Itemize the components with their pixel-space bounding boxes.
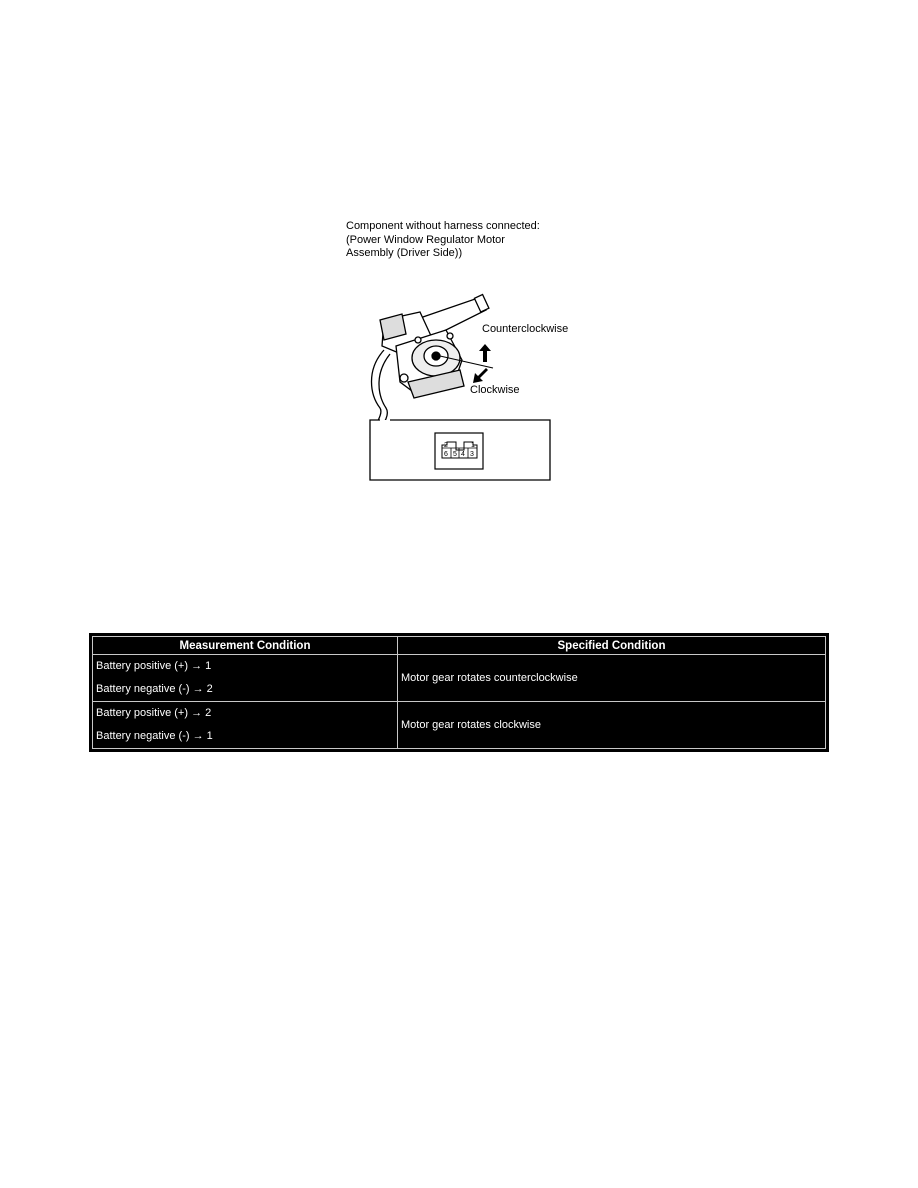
specified-cell: Motor gear rotates clockwise: [398, 702, 826, 749]
motor-assembly-illustration: [340, 290, 580, 490]
connector-pin-6: 6: [444, 451, 448, 458]
figure-caption: [346, 220, 540, 261]
measurement-line: Battery negative (-) → 2: [96, 683, 213, 695]
table-row: [93, 655, 826, 702]
caption-line-2: (Power Window Regulator Motor: [346, 233, 505, 246]
counterclockwise-label: Counterclockwise: [482, 323, 569, 335]
connector-pin-2: 2: [444, 442, 448, 449]
connector-pin-5: 5: [453, 451, 457, 458]
motor-assembly-figure: [340, 290, 580, 490]
caption-line-1: Component without harness connected:: [346, 220, 540, 232]
connector-pin-4: 4: [461, 451, 465, 458]
inspection-table: [89, 633, 829, 752]
table-row: [93, 702, 826, 749]
measurement-cell: [93, 655, 398, 702]
clockwise-label: Clockwise: [470, 384, 520, 396]
measurement-line: Battery positive (+) → 1: [96, 660, 212, 672]
connector-pin-3: 3: [470, 451, 474, 458]
header-measurement-condition: Measurement Condition: [93, 637, 398, 655]
header-specified-condition: Specified Condition: [398, 637, 826, 655]
connector-pin-1: 1: [471, 442, 475, 449]
caption-line-3: Assembly (Driver Side)): [346, 247, 463, 259]
measurement-line: Battery positive (+) → 2: [96, 707, 212, 719]
specified-cell: Motor gear rotates counterclockwise: [398, 655, 826, 702]
measurement-line: Battery negative (-) → 1: [96, 730, 213, 742]
measurement-cell: [93, 702, 398, 749]
